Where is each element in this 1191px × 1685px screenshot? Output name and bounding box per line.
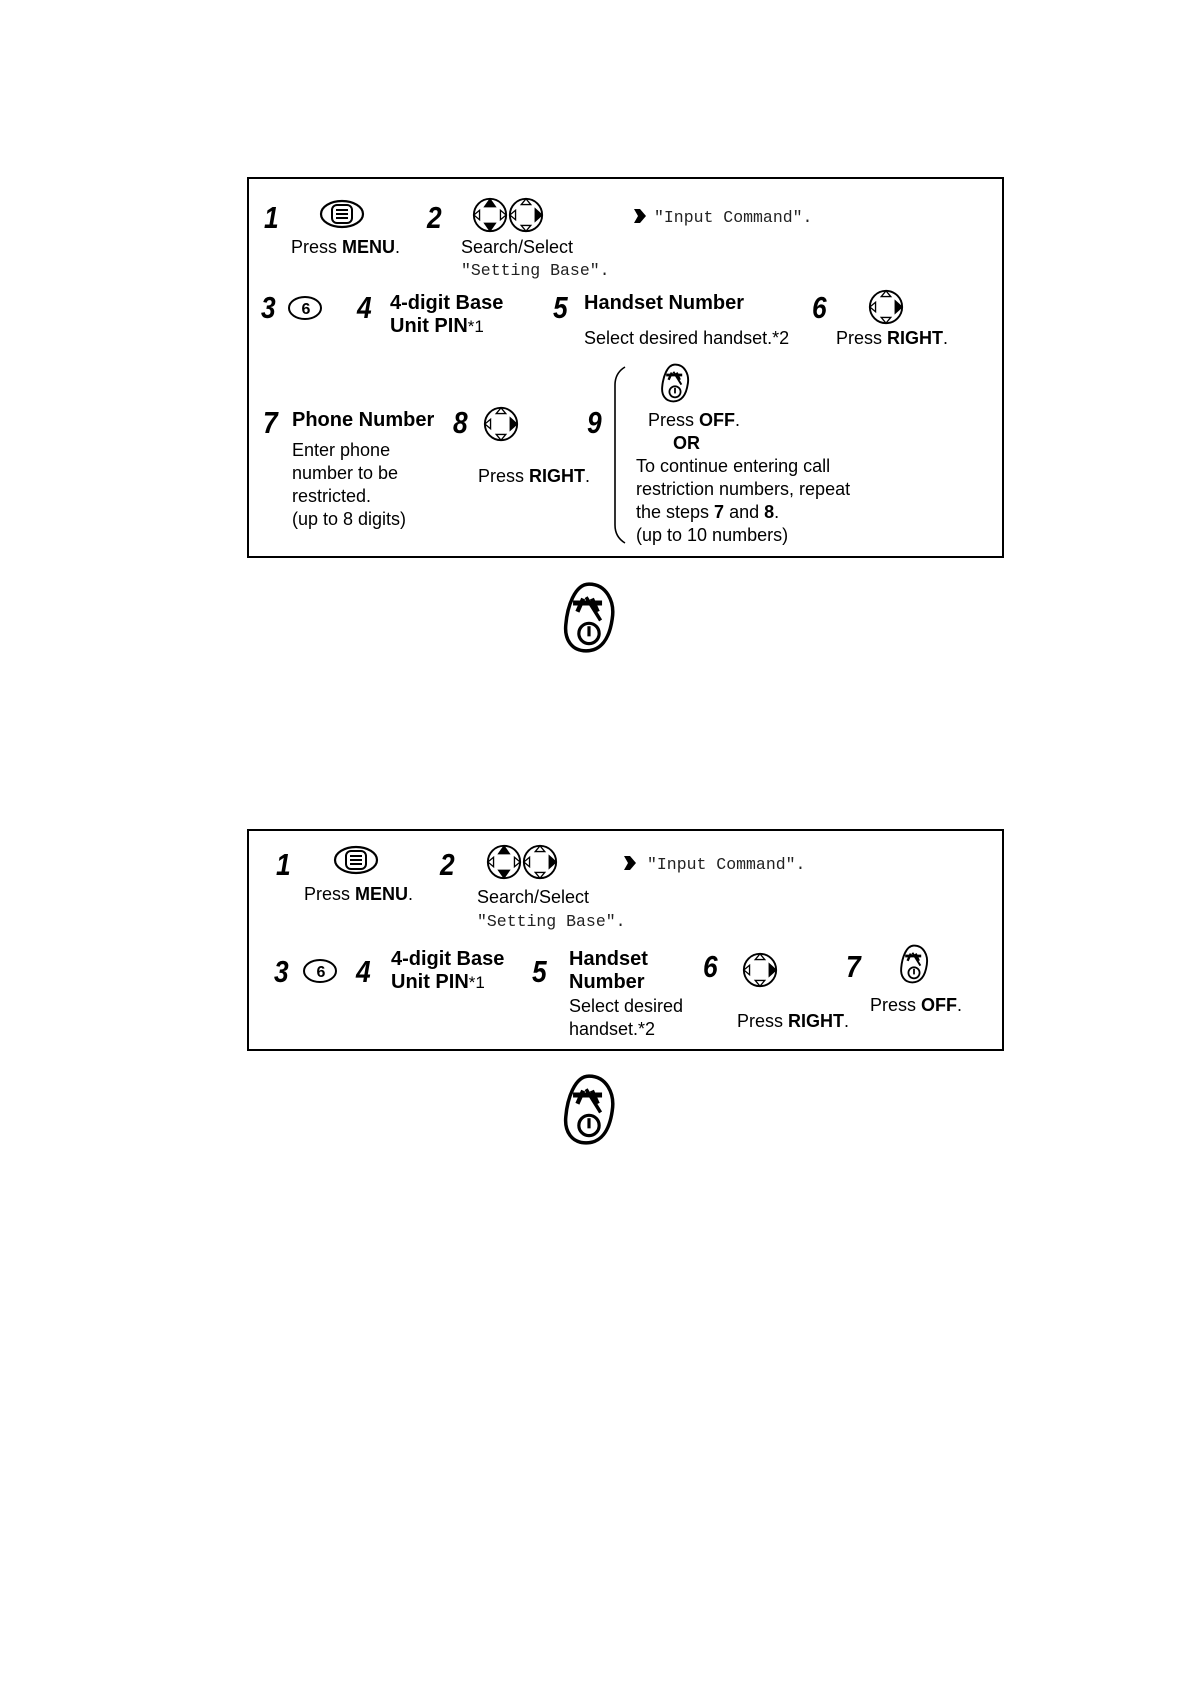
step-5-desc: Select desired handset.*2 [569, 996, 684, 1039]
step-number: 6 [812, 290, 827, 325]
step-number: 4 [356, 954, 371, 989]
navigator-right-icon [521, 843, 559, 881]
step-number: 9 [587, 405, 602, 440]
procedure-box-2 [247, 829, 1004, 1051]
step-7-desc: Enter phone number to be restricted. (up to 8 digits) [292, 440, 407, 529]
navigator-right-icon [482, 405, 520, 443]
result-message: "Input Command". [654, 208, 813, 227]
step-number: 8 [453, 405, 468, 440]
step-number: 3 [274, 954, 289, 989]
step-7-instruction: Press OFF. [870, 995, 963, 1015]
or-label: OR [673, 433, 700, 453]
menu-button-icon [319, 199, 365, 229]
step-number: 5 [553, 290, 568, 325]
step-1-instruction: Press MENU. [291, 237, 401, 257]
step-2-value: "Setting Base". [461, 261, 610, 280]
step-7-title: Phone Number [292, 409, 435, 431]
step-number: 7 [846, 949, 861, 984]
step-6-instruction: Press RIGHT. [836, 328, 949, 348]
step-number: 6 [703, 949, 718, 984]
result-message: "Input Command". [647, 855, 806, 874]
step-2-label: Search/Select [461, 237, 574, 257]
step-number: 1 [264, 200, 279, 235]
off-button-icon [560, 580, 618, 655]
step-number: 5 [532, 954, 547, 989]
procedure-box-1 [247, 177, 1004, 558]
navigator-up-down-icon [485, 843, 523, 881]
step-number: 2 [440, 847, 455, 882]
navigator-right-icon [741, 951, 779, 989]
step-number: 2 [427, 200, 442, 235]
step-number: 3 [261, 290, 276, 325]
result-arrow-icon [634, 209, 646, 223]
result-arrow-icon [624, 856, 636, 870]
step-number: 4 [357, 290, 372, 325]
menu-button-icon [333, 845, 379, 875]
step-1-instruction: Press MENU. [304, 884, 414, 904]
key-6-label: 6 [316, 964, 326, 981]
key-6-icon [287, 295, 323, 321]
off-button-icon [659, 362, 691, 404]
navigator-right-icon [507, 196, 545, 234]
navigator-up-down-icon [471, 196, 509, 234]
step-4-title: 4-digit Base Unit PIN*1 [390, 292, 504, 337]
step-2-value: "Setting Base". [477, 912, 626, 931]
step-number: 1 [276, 847, 291, 882]
step-9-option-2: To continue entering call restriction numbers, repeat the steps 7 and 8. (up to 10 numbers) [636, 456, 851, 545]
step-5-desc: Select desired handset.*2 [584, 328, 790, 348]
key-6-label: 6 [301, 301, 311, 318]
step-4-title: 4-digit Base Unit PIN*1 [391, 948, 505, 993]
navigator-right-icon [867, 288, 905, 326]
step-9-option-1: Press OFF. [648, 410, 741, 430]
step-8-instruction: Press RIGHT. [478, 466, 591, 486]
step-number: 7 [263, 405, 278, 440]
step-5-title: Handset Number [584, 292, 745, 314]
step-5-title: Handset Number [569, 948, 648, 993]
step-6-instruction: Press RIGHT. [737, 1011, 850, 1031]
off-button-icon [560, 1072, 618, 1147]
off-button-icon [898, 943, 930, 985]
step-2-label: Search/Select [477, 887, 590, 907]
brace [613, 365, 627, 545]
key-6-icon [302, 958, 338, 984]
